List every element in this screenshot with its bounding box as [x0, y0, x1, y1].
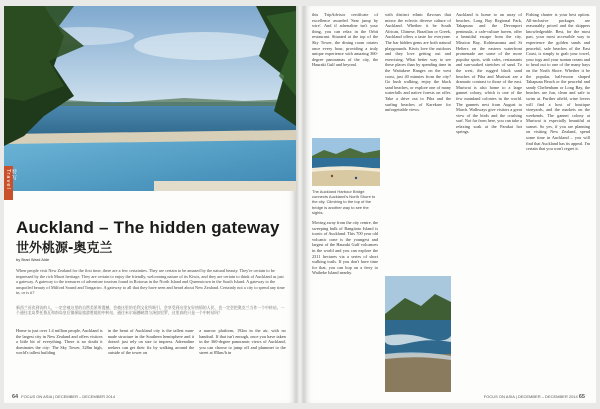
- body-column-2: in the heart of Auckland city is the tallest man-made structure in the Southern hemisphere and it doesn't just rely on size to impress. Adrenaline seekers can get their fix by walking around the outside of the tower on: [107, 328, 195, 356]
- photo-surf-beach: [385, 276, 451, 392]
- page-number: 64: [12, 394, 19, 400]
- body-column-right-3: Auckland is home to an array of beaches. Long Bay Regional Park, Takapuna and the Devonport peninsula, a cafe-culture haven, offer a beautiful escape from the city. Mission Bay, Kohimarama and St Heliers on the eastern waterfront promenade are some of the more popular spots, with cafes, restaurants and sun-soaked stretches of sand. To the west, the rugged black sand beaches of Piha and Muriwai are a dramatic contrast to those of the east. Muriwai is also home to a large gannet colony, which is one of the few mainland colonies in the world. The gannets nest from August to March. Walkways give visitors a great view of the birds and the crashing surf. Not far from here, you can take a relaxing soak at the Parakai hot springs.: [456, 12, 522, 135]
- left-page: [4, 6, 296, 403]
- spine-gutter: [296, 6, 304, 403]
- folio-text: FOCUS ON ASIA | DECEMBER – DECEMBER 2014: [483, 394, 578, 399]
- page-number: 65: [578, 394, 585, 400]
- photo-beach-harbour: [312, 138, 380, 186]
- intro-paragraph-chinese: 新西兰首次到访的人，一定会被这里的自然美景所震撼，会被这里的毛利文化所吸引，会享受到这里友好热情的人民，也一定会把奥克兰当作一个中转站。一个通往北岛罗托鲁瓦和南岛皇后镇探险旅游胜地的中转站，通往米尔福德峡湾与汤加里罗，这里真的只是一个中转站吗？: [16, 305, 285, 316]
- section-tab: [4, 166, 17, 200]
- intro-paragraph: When people visit New Zealand for the first time, there are a few certainties. They are certain to be amazed by the natural beauty. They're certain to be impressed by the rich Maori heritage. They are certain to enjoy the friendly, welcoming nature of its Kiwis, and they are certain to think of Auckland as just a gateway. A gateway to the treasures of adventure tourism found in Rotorua in the North Island and Queenstown in the South Island. A gateway to the unspoiled beauty of Milford Sound and Tongariro. A gateway to all that they have seen and heard about New Zealand. Certainly not a city to spend any time in, or is it?: [16, 268, 285, 296]
- hero-photo-auckland-coast: [4, 6, 296, 191]
- body-column-right-1b: Moving away from the city centre, the sweeping bulk of Rangitoto Island is iconic of Auckland. This 700 year old volcanic cone is the youngest and largest of the Hauraki Gulf volcanoes in the world and you can explore the 2311 hectares via a series of short walking trails. If you don't have time for that, you can hop on a ferry to Waiheke Island nearby.: [312, 220, 378, 276]
- body-column-3: a narrow platform, 192m in the air, with no handrail. If that isn't enough, once you have taken in the 360-degree panoramic views of Auckland, you can choose to jump off and plummet to the street at 85km/h in: [199, 328, 286, 356]
- body-column-right-1: this TripAdvisor certificate of excellence awarded 'Sear jump by wire'. And if adrenaline isn't your thing, you can relax in the Orbit restaurant. Situated at the top of the Sky Tower, the dining room rotates once every hour, providing a truly unique experience with amazing 360-degree panoramas of the city, the Hauraki Gulf and beyond.: [312, 12, 378, 68]
- body-columns: [16, 328, 286, 390]
- photo-caption: The Auckland Harbour Bridge connects Auckland's North Shore to the city. Climbing to the top of the bridge is another way to see the sights.: [312, 189, 376, 215]
- article-title-chinese: 世外桃源-奥克兰: [16, 241, 113, 256]
- byline: by Brad Ward Alde: [16, 257, 50, 262]
- article-title: Auckland – The hidden gateway: [16, 218, 280, 237]
- folio-text: FOCUS ON ASIA | DECEMBER – DECEMBER 2014: [21, 394, 116, 399]
- section-tab-label: 特写 Travel: [5, 169, 17, 190]
- body-column-right-4: Fishing charter is your best option. All-inclusive packages are reasonably priced and the skippers knowledgeable. Best, for the most part, your most accessible way to experience the golden sands and peaceful, safe beaches of the East Coast, is simply to grab your towel, your togs and your suntan cream and to head out to one of the many bays on the North Shore. Whether it be the popular, half-moon shaped Takapuna Beach or the peaceful and sandy Cheltenham or Long Bay, the beaches are fun, clean and safe to swim at. Further afield, wine lovers will find a host of boutique vineyards, and the markets on the weekends. The gannet colony at Muriwai is especially beautiful at sunset. So yes, if you are planning on visiting New Zealand, spend some time in Auckland – you will find that Auckland has its appeal. I'm certain that you won't regret it.: [526, 12, 590, 152]
- body-column-1: Home to just over 1.4 million people, Auckland is the largest city in New Zealand and offers visitors a little bit of everything. There is no doubt it dominates the city: The Sky Tower, 328m high, world's tallest building: [16, 328, 103, 356]
- body-column-right-2: with distinct ethnic flavours that mirror the eclectic diverse culture of Auckland. Whether it be South African, Chinese, Brazilian or Greek, Auckland offers a taste for everyone. The bar hidden gems are both natural playgrounds. Kiwis love the outdoors and they love getting out and exercising. What better way to see these places than by spending time in the Waitakere Ranges on the west coast, just 40 minutes from the city? Go bush walking, enjoy the black sand beaches, or explore one of many waterfalls and native forests on offer. Take a drive out to Piha and the surfing beaches of Karekare for unforgettable views.: [385, 12, 451, 113]
- page-folio-right: [484, 394, 588, 400]
- right-page: [304, 6, 596, 403]
- page-folio-left: [12, 394, 115, 400]
